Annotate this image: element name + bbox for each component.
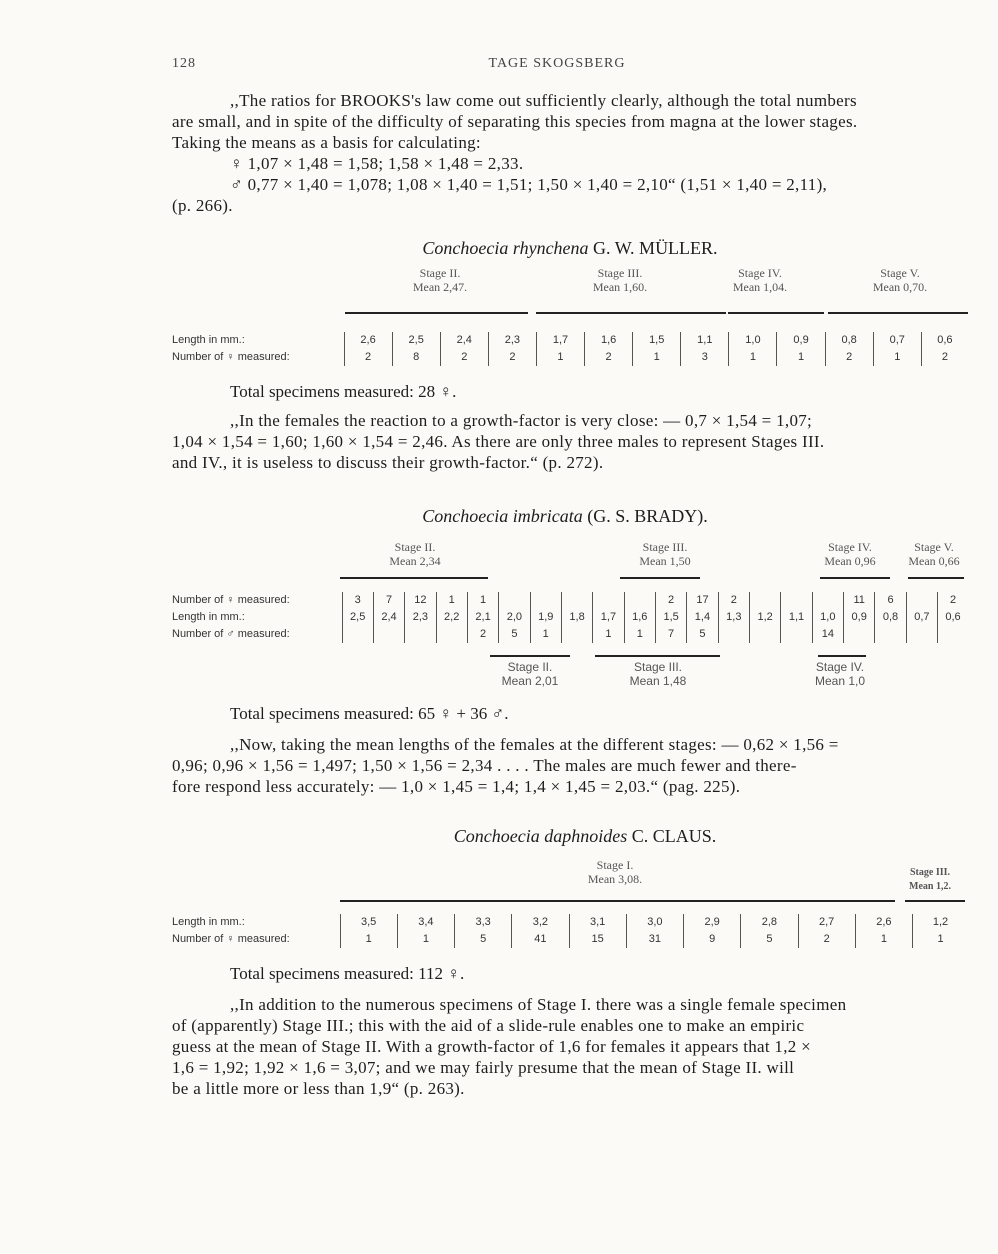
stage-heading (605, 540, 725, 568)
table-row (172, 349, 968, 366)
table-cell (499, 592, 530, 609)
table-cell: 5 (455, 931, 512, 948)
table-cell: 1,1 (781, 609, 812, 626)
table-cell: 2 (655, 592, 686, 609)
stage-mean: Mean 3,08. (587, 872, 643, 886)
total-specimens: Total specimens measured: 112 ♀. (230, 964, 465, 983)
table-cell: 1 (593, 626, 624, 643)
text-line: ,,In the females the reaction to a growth-factor is very close: — 0,7 × 1,54 = 1,07; (230, 411, 813, 430)
text-line: ♀ 1,07 × 1,48 = 1,58; 1,58 × 1,48 = 2,33. (230, 154, 524, 173)
table-row (172, 609, 968, 626)
section-title-rhynchena (0, 238, 998, 259)
stage-heading (598, 660, 718, 688)
table-cell (373, 626, 404, 643)
table-cell (405, 626, 436, 643)
table-cell (436, 626, 467, 643)
text-line: fore respond less accurately: — 1,0 × 1,45 = 1,4; 1,4 × 1,45 = 2,03.“ (pag. 225). (172, 777, 741, 796)
table-cell: 1 (536, 349, 584, 366)
stage-label: Stage II. (394, 540, 436, 554)
table-cell: 0,7 (873, 332, 921, 349)
table-cell (749, 592, 780, 609)
table-cell: 1 (913, 931, 969, 948)
table-cell: 0,8 (875, 609, 906, 626)
table-cell: 3,0 (626, 914, 683, 931)
table-cell: 1,5 (655, 609, 686, 626)
text-line: 1,6 = 1,92; 1,92 × 1,6 = 3,07; and we may fairly presume that the mean of Stage II. will (172, 1058, 795, 1077)
stage-brace (345, 312, 528, 317)
quote-paragraph (172, 734, 972, 797)
table-cell: 1 (467, 592, 498, 609)
stage-mean: Mean 2,34 (389, 554, 441, 568)
text-line: ,,The ratios for BROOKS's law come out sufficiently clearly, although the total numbers (230, 91, 857, 110)
table-cell (781, 592, 812, 609)
table-cell: 2 (440, 349, 488, 366)
table-cell: 1,2 (749, 609, 780, 626)
data-table-daphnoides (172, 914, 968, 948)
text-line: (p. 266). (172, 196, 233, 215)
data-table-rhynchena (172, 332, 968, 366)
table-cell (875, 626, 906, 643)
table-cell: 1,3 (718, 609, 749, 626)
table-cell: 1 (777, 349, 825, 366)
stage-mean: Mean 1,50 (639, 554, 691, 568)
row-label: Number of ♀ measured: (172, 933, 290, 945)
table-row (172, 592, 968, 609)
table-cell: 3,1 (569, 914, 626, 931)
table-cell: 2 (718, 592, 749, 609)
table-cell: 6 (875, 592, 906, 609)
species-name: Conchoecia imbricata (422, 506, 583, 526)
table-cell: 1 (855, 931, 912, 948)
stage-brace (340, 900, 895, 905)
section-title-daphnoides (0, 826, 998, 847)
stage-heading (780, 660, 900, 688)
species-name: Conchoecia daphnoides (453, 826, 628, 846)
table-cell: 2,5 (392, 332, 440, 349)
table-cell: 15 (569, 931, 626, 948)
table-cell: 1,8 (561, 609, 592, 626)
quote-paragraph (172, 994, 972, 1099)
stage-brace (818, 652, 866, 657)
table-cell: 0,7 (906, 609, 937, 626)
table-cell: 1,4 (687, 609, 718, 626)
table-cell: 2 (825, 349, 873, 366)
table-cell: 1,0 (812, 609, 843, 626)
table-cell: 17 (687, 592, 718, 609)
stage-mean: Mean 0,70. (872, 280, 928, 294)
table-cell: 2 (938, 592, 968, 609)
stage-mean: Mean 0,96 (824, 554, 876, 568)
table-cell (530, 592, 561, 609)
table-cell: 1,7 (536, 332, 584, 349)
table-cell (561, 626, 592, 643)
table-cell: 0,6 (921, 332, 968, 349)
table-cell: 3,5 (340, 914, 397, 931)
species-author: G. W. MÜLLER. (593, 238, 718, 258)
stage-mean: Mean 1,04. (732, 280, 788, 294)
text-line: are small, and in spite of the difficulty of separating this species from magna at the lower stages. (172, 112, 858, 131)
table-cell: 3 (681, 349, 729, 366)
row-label: Number of ♀ measured: (172, 351, 290, 363)
table-cell (561, 592, 592, 609)
stage-heading (470, 660, 590, 688)
table-cell: 1 (873, 349, 921, 366)
table-cell: 5 (741, 931, 798, 948)
table-cell: 2 (921, 349, 968, 366)
table-cell: 1 (436, 592, 467, 609)
stage-label: Stage I. (596, 858, 634, 872)
stage-mean: Mean 0,66 (908, 554, 960, 568)
quote-paragraph (172, 410, 972, 473)
table-cell: 2,2 (436, 609, 467, 626)
stage-mean: Mean 1,60. (592, 280, 648, 294)
table-cell: 2 (467, 626, 498, 643)
stage-label: Stage V. (914, 540, 954, 554)
table-cell: 2,4 (440, 332, 488, 349)
table-cell (906, 592, 937, 609)
table-cell: 5 (499, 626, 530, 643)
table-cell: 1 (397, 931, 454, 948)
page-number: 128 (172, 56, 196, 71)
table-cell (781, 626, 812, 643)
section-title-imbricata (0, 506, 998, 527)
table-cell: 2,9 (684, 914, 741, 931)
species-author: (G. S. BRADY). (587, 506, 708, 526)
table-cell: 31 (626, 931, 683, 948)
table-cell: 2 (488, 349, 536, 366)
intro-paragraph (172, 90, 972, 216)
table-cell: 41 (512, 931, 569, 948)
text-line: ,,In addition to the numerous specimens of Stage I. there was a single female specimen (230, 995, 847, 1014)
stage-heading (895, 866, 965, 894)
table-cell: 1 (729, 349, 777, 366)
table-cell: 1,7 (593, 609, 624, 626)
stage-label: Stage V. (880, 266, 920, 280)
table-cell: 2 (798, 931, 855, 948)
stage-brace (905, 900, 965, 905)
stage-heading (380, 266, 500, 294)
table-cell (624, 592, 655, 609)
table-cell: 1,1 (681, 332, 729, 349)
stage-label: Stage II. (419, 266, 461, 280)
stage-label: Stage III. (633, 660, 683, 674)
stage-brace (490, 652, 570, 657)
table-row (172, 931, 968, 948)
table-cell: 1,9 (530, 609, 561, 626)
table-cell: 7 (655, 626, 686, 643)
stage-mean: Mean 1,2. (909, 881, 951, 892)
table-cell: 1,6 (624, 609, 655, 626)
stage-mean: Mean 1,0 (814, 674, 866, 688)
stage-heading (898, 540, 970, 568)
table-cell: 3,4 (397, 914, 454, 931)
table-cell: 3,3 (455, 914, 512, 931)
stage-label: Stage IV. (738, 266, 782, 280)
table-cell: 14 (812, 626, 843, 643)
text-line: guess at the mean of Stage II. With a growth-factor of 1,6 for females it appears that 1,2 × (172, 1037, 812, 1056)
table-cell: 3,2 (512, 914, 569, 931)
table-cell (342, 626, 373, 643)
table-row (172, 332, 968, 349)
stage-label: Stage III. (909, 867, 950, 878)
stage-brace (536, 312, 726, 317)
table-cell: 0,9 (844, 609, 875, 626)
table-cell: 0,9 (777, 332, 825, 349)
stage-heading (355, 540, 475, 568)
stage-mean: Mean 2,47. (412, 280, 468, 294)
text-line: and IV., it is useless to discuss their growth-factor.“ (p. 272). (172, 453, 604, 472)
stage-label: Stage III. (597, 266, 643, 280)
text-line: ,,Now, taking the mean lengths of the females at the different stages: — 0,62 × 1,56 = (230, 735, 839, 754)
table-cell: 12 (405, 592, 436, 609)
stage-brace (828, 312, 968, 317)
table-cell: 1 (633, 349, 681, 366)
species-author: C. CLAUS. (631, 826, 717, 846)
stage-brace (595, 652, 720, 657)
table-cell (812, 592, 843, 609)
table-cell (749, 626, 780, 643)
total-specimens: Total specimens measured: 65 ♀ + 36 ♂. (230, 704, 509, 723)
total-specimens: Total specimens measured: 28 ♀. (230, 382, 457, 401)
table-cell: 2,6 (344, 332, 392, 349)
stage-label: Stage IV. (828, 540, 872, 554)
table-row (172, 914, 968, 931)
stage-heading (800, 540, 900, 568)
stage-mean: Mean 1,48 (629, 674, 687, 688)
table-cell: 1 (340, 931, 397, 948)
table-cell: 0,6 (938, 609, 968, 626)
stage-label: Stage IV. (815, 660, 865, 674)
table-cell: 2,8 (741, 914, 798, 931)
text-line: ♂ 0,77 × 1,40 = 1,078; 1,08 × 1,40 = 1,51; 1,50 × 1,40 = 2,10“ (1,51 × 1,40 = 2,11), (230, 175, 828, 194)
running-title: TAGE SKOGSBERG (488, 56, 626, 71)
table-cell: 8 (392, 349, 440, 366)
stage-brace (728, 312, 824, 317)
table-cell (593, 592, 624, 609)
table-cell: 9 (684, 931, 741, 948)
stage-label: Stage III. (642, 540, 688, 554)
table-cell (938, 626, 968, 643)
table-cell: 2,3 (405, 609, 436, 626)
row-label: Number of ♀ measured: (172, 594, 290, 606)
stage-brace (908, 577, 964, 582)
table-cell: 2 (344, 349, 392, 366)
table-cell: 0,8 (825, 332, 873, 349)
stage-label: Stage II. (507, 660, 553, 674)
row-label: Number of ♂ measured: (172, 628, 290, 640)
stage-heading (840, 266, 960, 294)
table-row (172, 626, 968, 643)
table-cell: 1,0 (729, 332, 777, 349)
table-cell: 7 (373, 592, 404, 609)
stage-brace (820, 577, 890, 582)
stage-brace (340, 577, 488, 582)
text-line: of (apparently) Stage III.; this with the aid of a slide-rule enables one to make an empiric (172, 1016, 805, 1035)
stage-heading (560, 266, 680, 294)
table-cell (844, 626, 875, 643)
table-cell: 1 (624, 626, 655, 643)
table-cell: 5 (687, 626, 718, 643)
table-cell: 2,7 (798, 914, 855, 931)
stage-heading (700, 266, 820, 294)
table-cell: 2,3 (488, 332, 536, 349)
stage-brace (620, 577, 700, 582)
table-cell: 1,2 (913, 914, 969, 931)
table-cell: 1 (530, 626, 561, 643)
text-line: be a little more or less than 1,9“ (p. 263). (172, 1079, 465, 1098)
stage-mean: Mean 2,01 (501, 674, 559, 688)
table-cell: 2,4 (373, 609, 404, 626)
stage-heading (555, 858, 675, 886)
row-label: Length in mm.: (172, 611, 245, 623)
row-label: Length in mm.: (172, 916, 245, 928)
table-cell: 2,5 (342, 609, 373, 626)
table-cell: 2,1 (467, 609, 498, 626)
table-cell: 2 (585, 349, 633, 366)
species-name: Conchoecia rhynchena (422, 238, 589, 258)
table-cell (718, 626, 749, 643)
table-cell (906, 626, 937, 643)
text-line: 1,04 × 1,54 = 1,60; 1,60 × 1,54 = 2,46. As there are only three males to represent Stages III. (172, 432, 825, 451)
table-cell: 2,6 (855, 914, 912, 931)
table-cell: 3 (342, 592, 373, 609)
text-line: Taking the means as a basis for calculating: (172, 133, 481, 152)
table-cell: 1,6 (585, 332, 633, 349)
data-table-imbricata (172, 592, 968, 643)
table-cell: 11 (844, 592, 875, 609)
text-line: 0,96; 0,96 × 1,56 = 1,497; 1,50 × 1,56 = 2,34 . . . . The males are much fewer and there- (172, 756, 797, 775)
table-cell: 1,5 (633, 332, 681, 349)
table-cell: 2,0 (499, 609, 530, 626)
row-label: Length in mm.: (172, 334, 245, 346)
